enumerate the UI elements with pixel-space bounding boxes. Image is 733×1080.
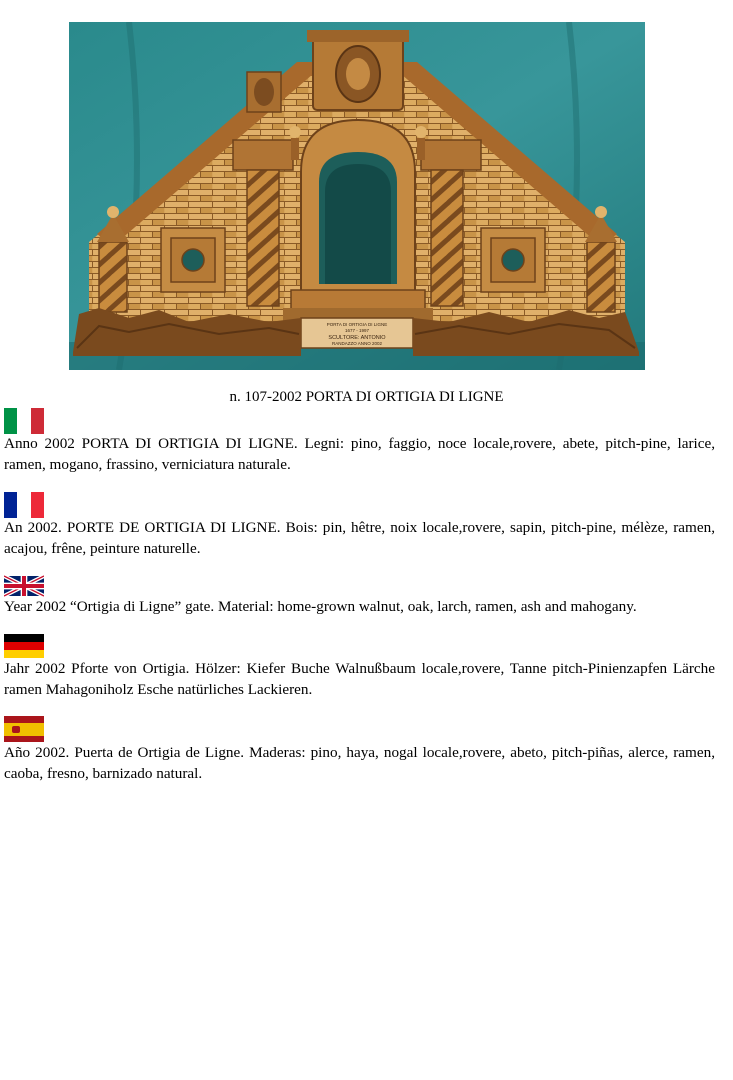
gate-illustration: [69, 22, 645, 370]
germany-flag: [4, 634, 44, 658]
spanish-description: Año 2002. Puerta de Ortigia de Ligne. Maderas: pino, haya, nogal locale,rovere, abeto, pitch-piñas, alerce, ramen, caoba, fresno, barnizado natural.: [4, 744, 715, 782]
uk-flag: [4, 575, 44, 597]
plaque-line: 1677 - 1997: [344, 328, 370, 333]
italian-description: Anno 2002 PORTA DI ORTIGIA DI LIGNE. Legni: pino, faggio, noce locale,rovere, abete, pitch-pine, larice, ramen, mogano, frassino, verniciatura naturale.: [4, 435, 715, 473]
photo-caption: n. 107-2002 PORTA DI ORTIGIA DI LIGNE: [229, 389, 504, 405]
plaque-line: PORTA DI ORTIGIA DI LIGNE: [326, 322, 388, 327]
gate-photo: [69, 22, 645, 370]
french-description: An 2002. PORTE DE ORTIGIA DI LIGNE. Bois: pin, hêtre, noix locale,rovere, sapin, pitch-pine, mélèze, ramen, acajou, frêne, peinture naturelle.: [4, 519, 715, 557]
plaque-line: SCULTORE: ANTONIO: [328, 335, 386, 341]
english-description: Year 2002 “Ortigia di Ligne” gate. Material: home-grown walnut, oak, larch, ramen, ash and mahogany.: [4, 598, 637, 615]
german-description: Jahr 2002 Pforte von Ortigia. Hölzer: Kiefer Buche Walnußbaum locale,rovere, Tanne pitch-Pinienzapfen Lärche ramen Mahagoniholz Esche natürliches Lackieren.: [4, 660, 715, 698]
spain-flag: [4, 716, 44, 742]
italy-flag: [4, 408, 44, 434]
plaque-line: RANDAZZO ANNO 2002: [331, 341, 383, 346]
france-flag: [4, 492, 44, 518]
